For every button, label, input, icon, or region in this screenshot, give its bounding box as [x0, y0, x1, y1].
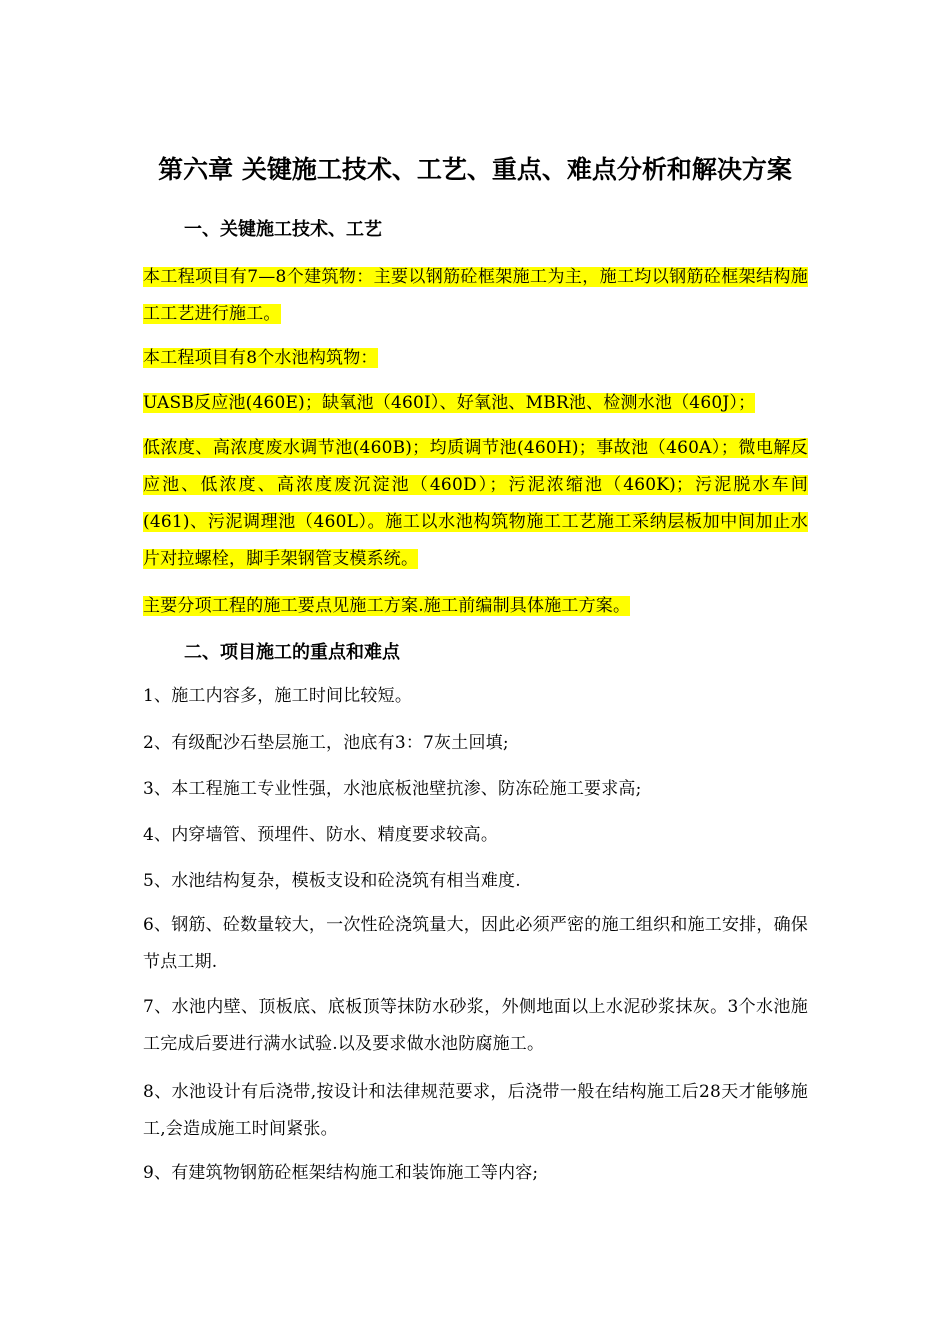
- list-item-1: 1、施工内容多，施工时间比较短。: [143, 686, 413, 706]
- paragraph-pools-list-2: [143, 430, 808, 578]
- paragraph-construction-plan: [143, 588, 808, 625]
- highlighted-text: 本工程项目有8个水池构筑物：: [143, 348, 378, 368]
- paragraph-buildings: [143, 259, 808, 333]
- section-heading-2: 二、项目施工的重点和难点: [184, 642, 400, 663]
- list-item-5: 5、水池结构复杂，模板支设和砼浇筑有相当难度.: [143, 871, 521, 891]
- list-item-8: 8、水池设计有后浇带,按设计和法律规范要求，后浇带一般在结构施工后28天才能够施工,会造成施工时间紧张。: [143, 1082, 808, 1139]
- section-heading-1: 一、关键施工技术、工艺: [184, 219, 382, 240]
- highlighted-text: 主要分项工程的施工要点见施工方案.施工前编制具体施工方案。: [143, 596, 631, 616]
- paragraph-pools-intro: [143, 340, 808, 377]
- list-item-6: 6、钢筋、砼数量较大，一次性砼浇筑量大，因此必须严密的施工组织和施工安排，确保节点工期.: [143, 915, 808, 972]
- list-item-7: 7、水池内壁、顶板底、底板顶等抹防水砂浆，外侧地面以上水泥砂浆抹灰。3个水池施工完成后要进行满水试验.以及要求做水池防腐施工。: [143, 997, 808, 1054]
- list-item-3: 3、本工程施工专业性强，水池底板池壁抗渗、防冻砼施工要求高;: [143, 779, 642, 799]
- list-item-9: 9、有建筑物钢筋砼框架结构施工和装饰施工等内容;: [143, 1163, 539, 1183]
- paragraph-pools-list-1: [143, 385, 808, 422]
- chapter-title: 第六章 关键施工技术、工艺、重点、难点分析和解决方案: [158, 155, 792, 184]
- list-item-4: 4、内穿墙管、预埋件、防水、精度要求较高。: [143, 825, 499, 845]
- highlighted-text: 本工程项目有7—8个建筑物：主要以钢筋砼框架施工为主，施工均以钢筋砼框架结构施工工艺进行施工。: [143, 267, 808, 324]
- highlighted-text: 低浓度、高浓度废水调节池(460B)；均质调节池(460H)；事故池（460A）；微电解反应池、低浓度、高浓度废沉淀池（460D）；污泥浓缩池（460K)；污泥脱水车间(461)、污泥调理池（460L）。施工以水池构筑物施工工艺施工采纳层板加中间加止水片对拉螺栓，脚手架钢管支模系统。: [143, 438, 808, 569]
- highlighted-text: UASB反应池(460E)；缺氧池（460I）、好氧池、MBR池、检测水池（460J）；: [143, 393, 756, 413]
- list-item-2: 2、有级配沙石垫层施工，池底有3：7灰土回填;: [143, 733, 509, 753]
